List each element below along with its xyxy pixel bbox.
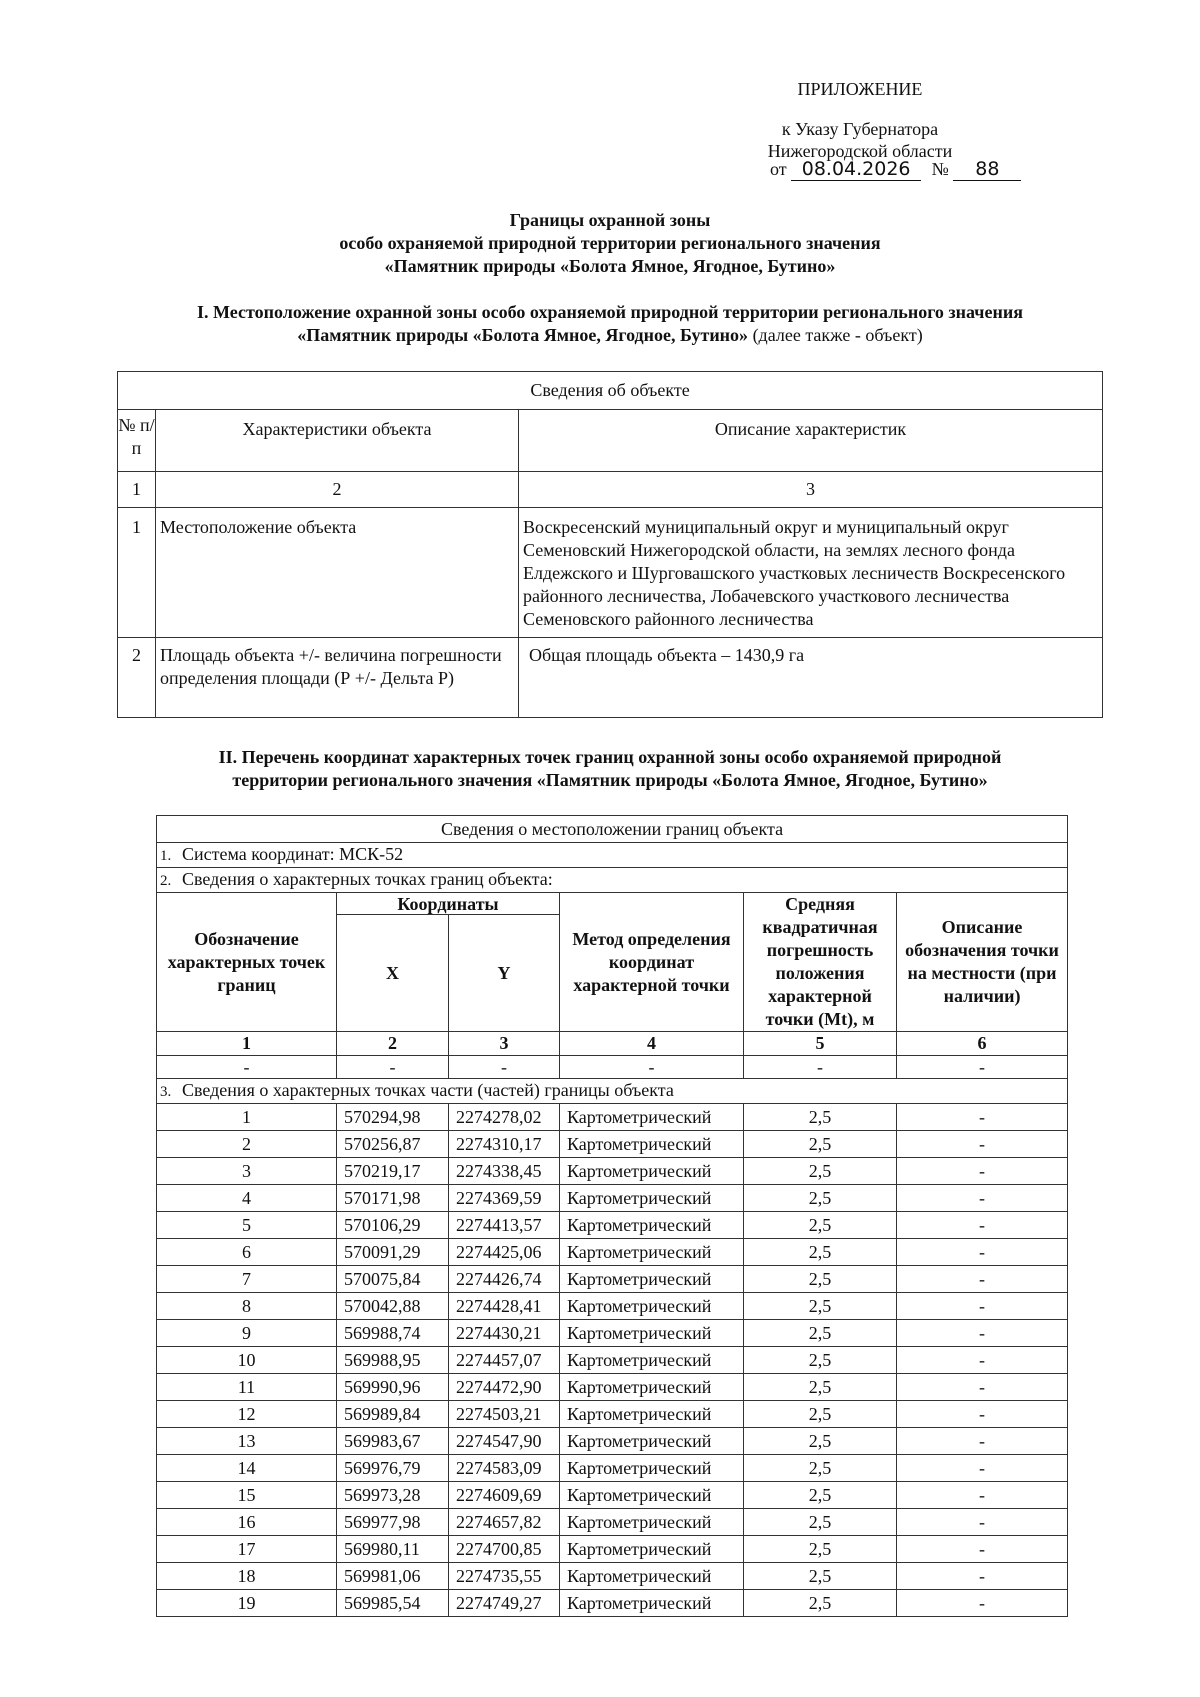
col-header-description: Описание характеристик	[519, 410, 1103, 472]
decree-date: 08.04.2026	[791, 158, 921, 181]
method: Картометрический	[560, 1455, 744, 1482]
appendix-header	[700, 78, 1020, 162]
point-description: -	[897, 1293, 1068, 1320]
section-1-heading-line-2	[100, 324, 1120, 347]
object-info-caption: Сведения об объекте	[118, 372, 1103, 410]
row-characteristic: Местоположение объекта	[156, 508, 519, 638]
point-number: 12	[157, 1401, 337, 1428]
section-2-heading	[120, 746, 1100, 792]
col-header-method: Метод определения координат характерной точки	[560, 893, 744, 1032]
point-description: -	[897, 1509, 1068, 1536]
method: Картометрический	[560, 1320, 744, 1347]
point-description: -	[897, 1239, 1068, 1266]
coord-x: 569977,98	[337, 1509, 449, 1536]
boundary-points-text: Сведения о характерных точках границ объекта:	[182, 869, 553, 889]
mean-error: 2,5	[744, 1563, 897, 1590]
point-description: -	[897, 1536, 1068, 1563]
coord-y: 2274700,85	[449, 1536, 560, 1563]
row-number: 2	[118, 638, 156, 718]
coord-x: 569990,96	[337, 1374, 449, 1401]
table-row	[157, 1482, 1068, 1509]
section-2-heading-line-2: территории регионального значения «Памятник природы «Болота Ямное, Ягодное, Бутино»	[232, 770, 988, 790]
point-number: 19	[157, 1590, 337, 1617]
index-cell: 2	[337, 1032, 449, 1056]
point-description: -	[897, 1590, 1068, 1617]
index-cell: 6	[897, 1032, 1068, 1056]
mean-error: 2,5	[744, 1455, 897, 1482]
coord-x: 569988,95	[337, 1347, 449, 1374]
section-1-heading-bold: «Памятник природы «Болота Ямное, Ягодное, Бутино»	[297, 325, 749, 345]
mean-error: 2,5	[744, 1509, 897, 1536]
col-header-x: X	[337, 915, 449, 1032]
col-header-characteristic: Характеристики объекта	[156, 410, 519, 472]
table-row	[157, 1347, 1068, 1374]
coord-x: 569988,74	[337, 1320, 449, 1347]
coord-y: 2274278,02	[449, 1104, 560, 1131]
coord-x: 569976,79	[337, 1455, 449, 1482]
table-row	[157, 1590, 1068, 1617]
item-number: 2.	[160, 873, 172, 889]
point-description: -	[897, 1104, 1068, 1131]
method: Картометрический	[560, 1374, 744, 1401]
mean-error: 2,5	[744, 1347, 897, 1374]
coord-y: 2274503,21	[449, 1401, 560, 1428]
decree-line-1: к Указу Губернатора	[781, 119, 939, 139]
mean-error: 2,5	[744, 1590, 897, 1617]
mean-error: 2,5	[744, 1158, 897, 1185]
method: Картометрический	[560, 1212, 744, 1239]
point-number: 9	[157, 1320, 337, 1347]
coord-y: 2274338,45	[449, 1158, 560, 1185]
coord-y: 2274457,07	[449, 1347, 560, 1374]
point-number: 2	[157, 1131, 337, 1158]
point-number: 13	[157, 1428, 337, 1455]
mean-error: 2,5	[744, 1131, 897, 1158]
method: Картометрический	[560, 1239, 744, 1266]
mean-error: 2,5	[744, 1428, 897, 1455]
coord-y: 2274310,17	[449, 1131, 560, 1158]
number-prefix: №	[931, 159, 949, 179]
mean-error: 2,5	[744, 1482, 897, 1509]
coord-x: 570042,88	[337, 1293, 449, 1320]
coord-y: 2274547,90	[449, 1428, 560, 1455]
point-description: -	[897, 1212, 1068, 1239]
mean-error: 2,5	[744, 1536, 897, 1563]
method: Картометрический	[560, 1131, 744, 1158]
table-row	[157, 1104, 1068, 1131]
coord-x: 569989,84	[337, 1401, 449, 1428]
coord-system-text: Система координат: МСК-52	[182, 844, 404, 864]
table-row	[157, 1428, 1068, 1455]
coord-x: 569985,54	[337, 1590, 449, 1617]
coord-y: 2274472,90	[449, 1374, 560, 1401]
col-header-designation: Обозначение характерных точек границ	[157, 893, 337, 1032]
point-number: 7	[157, 1266, 337, 1293]
point-number: 15	[157, 1482, 337, 1509]
coord-x: 570075,84	[337, 1266, 449, 1293]
method: Картометрический	[560, 1158, 744, 1185]
method: Картометрический	[560, 1536, 744, 1563]
decree-number: 88	[953, 158, 1021, 181]
method: Картометрический	[560, 1482, 744, 1509]
coord-y: 2274583,09	[449, 1455, 560, 1482]
mean-error: 2,5	[744, 1320, 897, 1347]
method: Картометрический	[560, 1293, 744, 1320]
coord-x: 570294,98	[337, 1104, 449, 1131]
point-number: 8	[157, 1293, 337, 1320]
section-1-heading-line-1: I. Местоположение охранной зоны особо охраняемой природной территории регионального значения	[197, 302, 1023, 322]
object-info-table	[117, 371, 1103, 718]
appendix-label: ПРИЛОЖЕНИЕ	[797, 79, 923, 99]
table-row	[157, 1320, 1068, 1347]
point-description: -	[897, 1158, 1068, 1185]
title-line-2: особо охраняемой природной территории регионального значения	[339, 233, 881, 253]
method: Картометрический	[560, 1428, 744, 1455]
title-line-3: «Памятник природы «Болота Ямное, Ягодное, Бутино»	[384, 256, 836, 276]
coord-y: 2274369,59	[449, 1185, 560, 1212]
section-1-heading	[100, 301, 1120, 347]
item-number: 3.	[160, 1084, 172, 1100]
coord-system-row	[157, 843, 1068, 868]
coord-x: 570219,17	[337, 1158, 449, 1185]
coord-x: 570256,87	[337, 1131, 449, 1158]
coord-y: 2274413,57	[449, 1212, 560, 1239]
table-row	[157, 1536, 1068, 1563]
coord-x: 569973,28	[337, 1482, 449, 1509]
coord-x: 570171,98	[337, 1185, 449, 1212]
index-cell: 1	[118, 472, 156, 508]
table-row	[157, 1374, 1068, 1401]
index-cell: 2	[156, 472, 519, 508]
coord-y: 2274749,27	[449, 1590, 560, 1617]
point-number: 17	[157, 1536, 337, 1563]
row-description: Воскресенский муниципальный округ и муниципальный округ Семеновский Нижегородской области, на землях лесного фонда Елдежского и Шурговашского участковых лесничеств Воскресенского районного лесничества, Лобачевского участкового лесничества Семеновского районного лесничества	[519, 508, 1103, 638]
coord-x: 569983,67	[337, 1428, 449, 1455]
point-description: -	[897, 1266, 1068, 1293]
point-description: -	[897, 1131, 1068, 1158]
empty-cell: -	[744, 1056, 897, 1079]
index-cell: 3	[449, 1032, 560, 1056]
method: Картометрический	[560, 1563, 744, 1590]
coord-y: 2274428,41	[449, 1293, 560, 1320]
row-number: 1	[118, 508, 156, 638]
part-points-text: Сведения о характерных точках части (частей) границы объекта	[182, 1080, 674, 1100]
mean-error: 2,5	[744, 1266, 897, 1293]
coord-x: 569981,06	[337, 1563, 449, 1590]
point-description: -	[897, 1455, 1068, 1482]
col-header-coordinates: Координаты	[337, 893, 560, 915]
coordinates-table	[156, 815, 1068, 1617]
table-row	[157, 1266, 1068, 1293]
table-row	[157, 1563, 1068, 1590]
method: Картометрический	[560, 1401, 744, 1428]
point-description: -	[897, 1563, 1068, 1590]
mean-error: 2,5	[744, 1212, 897, 1239]
row-description: Общая площадь объекта – 1430,9 га	[519, 638, 1103, 718]
col-header-point-description: Описание обозначения точки на местности (при наличии)	[897, 893, 1068, 1032]
method: Картометрический	[560, 1347, 744, 1374]
col-header-no: № п/п	[118, 410, 156, 472]
point-description: -	[897, 1185, 1068, 1212]
coord-y: 2274425,06	[449, 1239, 560, 1266]
point-number: 16	[157, 1509, 337, 1536]
point-description: -	[897, 1320, 1068, 1347]
empty-cell: -	[449, 1056, 560, 1079]
point-number: 3	[157, 1158, 337, 1185]
point-number: 6	[157, 1239, 337, 1266]
method: Картометрический	[560, 1590, 744, 1617]
table-row	[157, 1158, 1068, 1185]
section-2-heading-line-1: II. Перечень координат характерных точек границ охранной зоны особо охраняемой природной	[218, 747, 1002, 767]
index-cell: 4	[560, 1032, 744, 1056]
coord-y: 2274735,55	[449, 1563, 560, 1590]
col-header-error: Средняя квадратичная погрешность положения характерной точки (Mt), м	[744, 893, 897, 1032]
row-characteristic: Площадь объекта +/- величина погрешности определения площади (Р +/- Дельта Р)	[156, 638, 519, 718]
table-row	[157, 1509, 1068, 1536]
date-prefix: от	[770, 159, 787, 179]
point-number: 10	[157, 1347, 337, 1374]
point-description: -	[897, 1401, 1068, 1428]
coord-x: 570106,29	[337, 1212, 449, 1239]
index-cell: 3	[519, 472, 1103, 508]
coordinates-caption: Сведения о местоположении границ объекта	[157, 816, 1068, 843]
document-title	[120, 209, 1100, 278]
method: Картометрический	[560, 1509, 744, 1536]
method: Картометрический	[560, 1185, 744, 1212]
empty-cell: -	[157, 1056, 337, 1079]
point-number: 1	[157, 1104, 337, 1131]
point-number: 14	[157, 1455, 337, 1482]
method: Картометрический	[560, 1266, 744, 1293]
method: Картометрический	[560, 1104, 744, 1131]
table-row	[157, 1293, 1068, 1320]
mean-error: 2,5	[744, 1239, 897, 1266]
mean-error: 2,5	[744, 1401, 897, 1428]
empty-cell: -	[560, 1056, 744, 1079]
table-row	[157, 1185, 1068, 1212]
section-1-heading-note: (далее также - объект)	[748, 325, 923, 345]
point-number: 5	[157, 1212, 337, 1239]
coord-x: 569980,11	[337, 1536, 449, 1563]
point-number: 4	[157, 1185, 337, 1212]
table-row	[157, 1401, 1068, 1428]
coord-y: 2274657,82	[449, 1509, 560, 1536]
boundary-points-row	[157, 868, 1068, 893]
mean-error: 2,5	[744, 1185, 897, 1212]
index-cell: 1	[157, 1032, 337, 1056]
table-row	[157, 1239, 1068, 1266]
empty-cell: -	[897, 1056, 1068, 1079]
point-description: -	[897, 1374, 1068, 1401]
point-description: -	[897, 1428, 1068, 1455]
index-cell: 5	[744, 1032, 897, 1056]
col-header-y: Y	[449, 915, 560, 1032]
title-line-1: Границы охранной зоны	[509, 210, 711, 230]
point-number: 18	[157, 1563, 337, 1590]
empty-cell: -	[337, 1056, 449, 1079]
point-description: -	[897, 1482, 1068, 1509]
mean-error: 2,5	[744, 1104, 897, 1131]
coord-y: 2274430,21	[449, 1320, 560, 1347]
mean-error: 2,5	[744, 1293, 897, 1320]
item-number: 1.	[160, 848, 172, 864]
point-number: 11	[157, 1374, 337, 1401]
point-description: -	[897, 1347, 1068, 1374]
coord-y: 2274609,69	[449, 1482, 560, 1509]
coord-y: 2274426,74	[449, 1266, 560, 1293]
part-points-row	[157, 1079, 1068, 1104]
coord-x: 570091,29	[337, 1239, 449, 1266]
mean-error: 2,5	[744, 1374, 897, 1401]
decree-date-row	[770, 158, 1021, 181]
decree-line-2: Нижегородской области	[767, 141, 953, 161]
table-row	[157, 1131, 1068, 1158]
table-row	[157, 1212, 1068, 1239]
table-row	[157, 1455, 1068, 1482]
